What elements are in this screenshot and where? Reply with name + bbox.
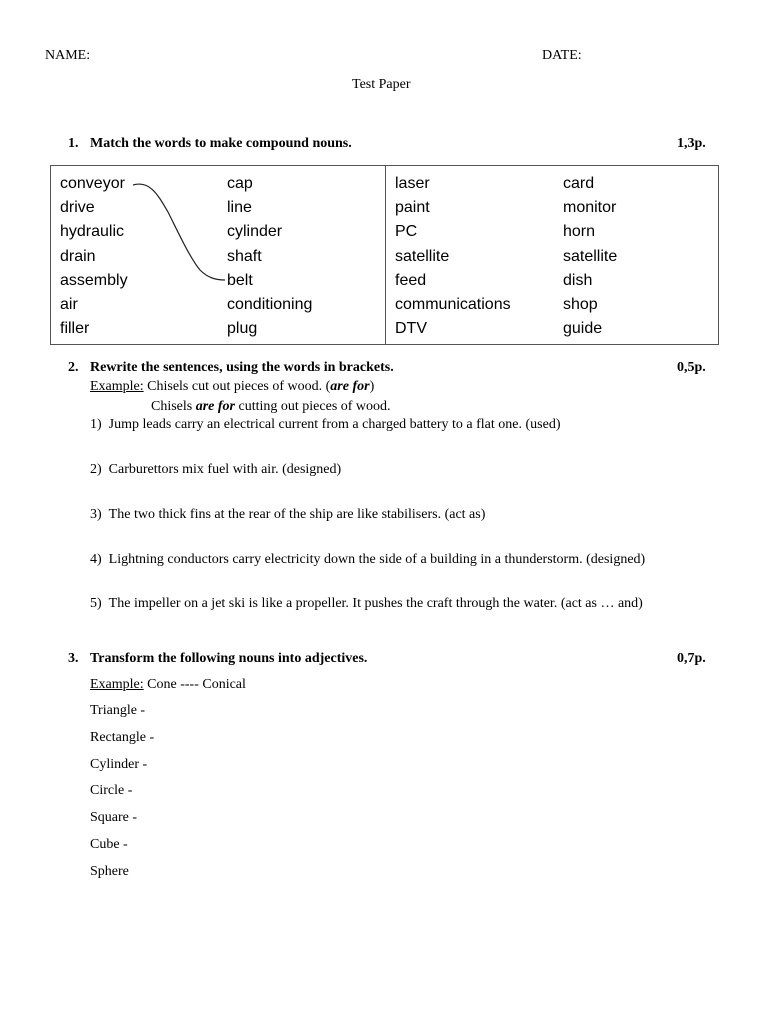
item-text: Lightning conductors carry electricity down the side of a building in a thunderstorm. (designed) bbox=[108, 552, 646, 567]
q2-number: 2. bbox=[68, 360, 79, 375]
example-label: Example: bbox=[90, 379, 144, 394]
item-text: Carburettors mix fuel with air. (designed) bbox=[108, 462, 342, 477]
match-word: shaft bbox=[227, 247, 262, 265]
match-word: dish bbox=[563, 271, 593, 289]
item-text: The impeller on a jet ski is like a propeller. It pushes the craft through the water. (act as … and) bbox=[108, 596, 643, 611]
q3-points: 0,7p. bbox=[677, 651, 706, 666]
example-label: Example: bbox=[90, 677, 144, 692]
example-sentence: Chisels cut out pieces of wood. ( bbox=[147, 379, 331, 394]
q1-instruction: Match the words to make compound nouns. bbox=[90, 136, 352, 151]
item-number: 5) bbox=[90, 596, 102, 611]
q3-item: Triangle - bbox=[90, 703, 146, 718]
match-word: satellite bbox=[395, 247, 450, 265]
match-word: horn bbox=[563, 223, 596, 241]
match-word: hydraulic bbox=[60, 223, 125, 241]
q2-item-2 bbox=[90, 462, 341, 478]
match-word: air bbox=[60, 295, 78, 313]
match-word: cap bbox=[227, 175, 253, 192]
match-word: conveyor bbox=[60, 175, 125, 192]
answer-keyword: are for bbox=[195, 399, 236, 414]
answer-pre: Chisels bbox=[151, 399, 196, 414]
q2-points: 0,5p. bbox=[677, 360, 706, 375]
match-word: guide bbox=[563, 320, 603, 338]
q1-points: 1,3p. bbox=[677, 136, 706, 151]
match-word: PC bbox=[395, 223, 418, 241]
example-text: Cone ---- Conical bbox=[143, 677, 246, 692]
match-word: monitor bbox=[563, 199, 617, 217]
example-match-line bbox=[0, 0, 768, 360]
match-word: filler bbox=[60, 320, 90, 338]
item-text: Jump leads carry an electrical current from a charged battery to a flat one. (used) bbox=[108, 417, 561, 432]
match-word: shop bbox=[563, 295, 598, 313]
date-label: DATE: bbox=[542, 48, 582, 63]
answer-post: cutting out pieces of wood. bbox=[235, 399, 391, 414]
match-word: laser bbox=[395, 175, 430, 192]
match-word: plug bbox=[227, 320, 258, 338]
item-number: 4) bbox=[90, 552, 102, 567]
q3-item: Sphere bbox=[90, 864, 129, 879]
q3-example bbox=[90, 677, 246, 693]
q2-example bbox=[90, 379, 374, 395]
q3-item: Circle - bbox=[90, 783, 133, 798]
conveyor-belt-connector bbox=[133, 184, 225, 280]
match-word: drain bbox=[60, 247, 96, 265]
match-word: assembly bbox=[60, 271, 128, 289]
item-text: The two thick fins at the rear of the ship are like stabilisers. (act as) bbox=[108, 507, 486, 522]
match-word: communications bbox=[395, 295, 511, 313]
match-word: belt bbox=[227, 271, 253, 289]
match-word: satellite bbox=[563, 247, 618, 265]
item-number: 1) bbox=[90, 417, 102, 432]
match-word: conditioning bbox=[227, 295, 313, 313]
q3-item: Cylinder - bbox=[90, 757, 148, 772]
q1-number: 1. bbox=[68, 136, 79, 151]
q3-number: 3. bbox=[68, 651, 79, 666]
q2-example-answer bbox=[151, 399, 391, 415]
match-word: DTV bbox=[395, 320, 427, 338]
q3-item: Square - bbox=[90, 810, 138, 825]
item-number: 3) bbox=[90, 507, 102, 522]
example-close: ) bbox=[369, 379, 375, 394]
q2-instruction: Rewrite the sentences, using the words in brackets. bbox=[90, 360, 394, 375]
example-keyword: are for bbox=[330, 379, 370, 394]
match-word: cylinder bbox=[227, 223, 283, 241]
q2-item-5 bbox=[90, 596, 643, 612]
match-word: feed bbox=[395, 271, 427, 289]
match-word: drive bbox=[60, 199, 95, 217]
q2-item-1 bbox=[90, 417, 560, 433]
match-word: paint bbox=[395, 199, 430, 217]
q2-item-3 bbox=[90, 507, 485, 523]
q3-instruction: Transform the following nouns into adjectives. bbox=[90, 651, 368, 666]
match-word: line bbox=[227, 199, 252, 217]
q3-item: Rectangle - bbox=[90, 730, 155, 745]
q2-item-4 bbox=[90, 552, 645, 568]
item-number: 2) bbox=[90, 462, 102, 477]
name-label: NAME: bbox=[45, 48, 91, 63]
match-word: card bbox=[563, 175, 595, 192]
page-title: Test Paper bbox=[352, 77, 411, 92]
q3-item: Cube - bbox=[90, 837, 128, 852]
